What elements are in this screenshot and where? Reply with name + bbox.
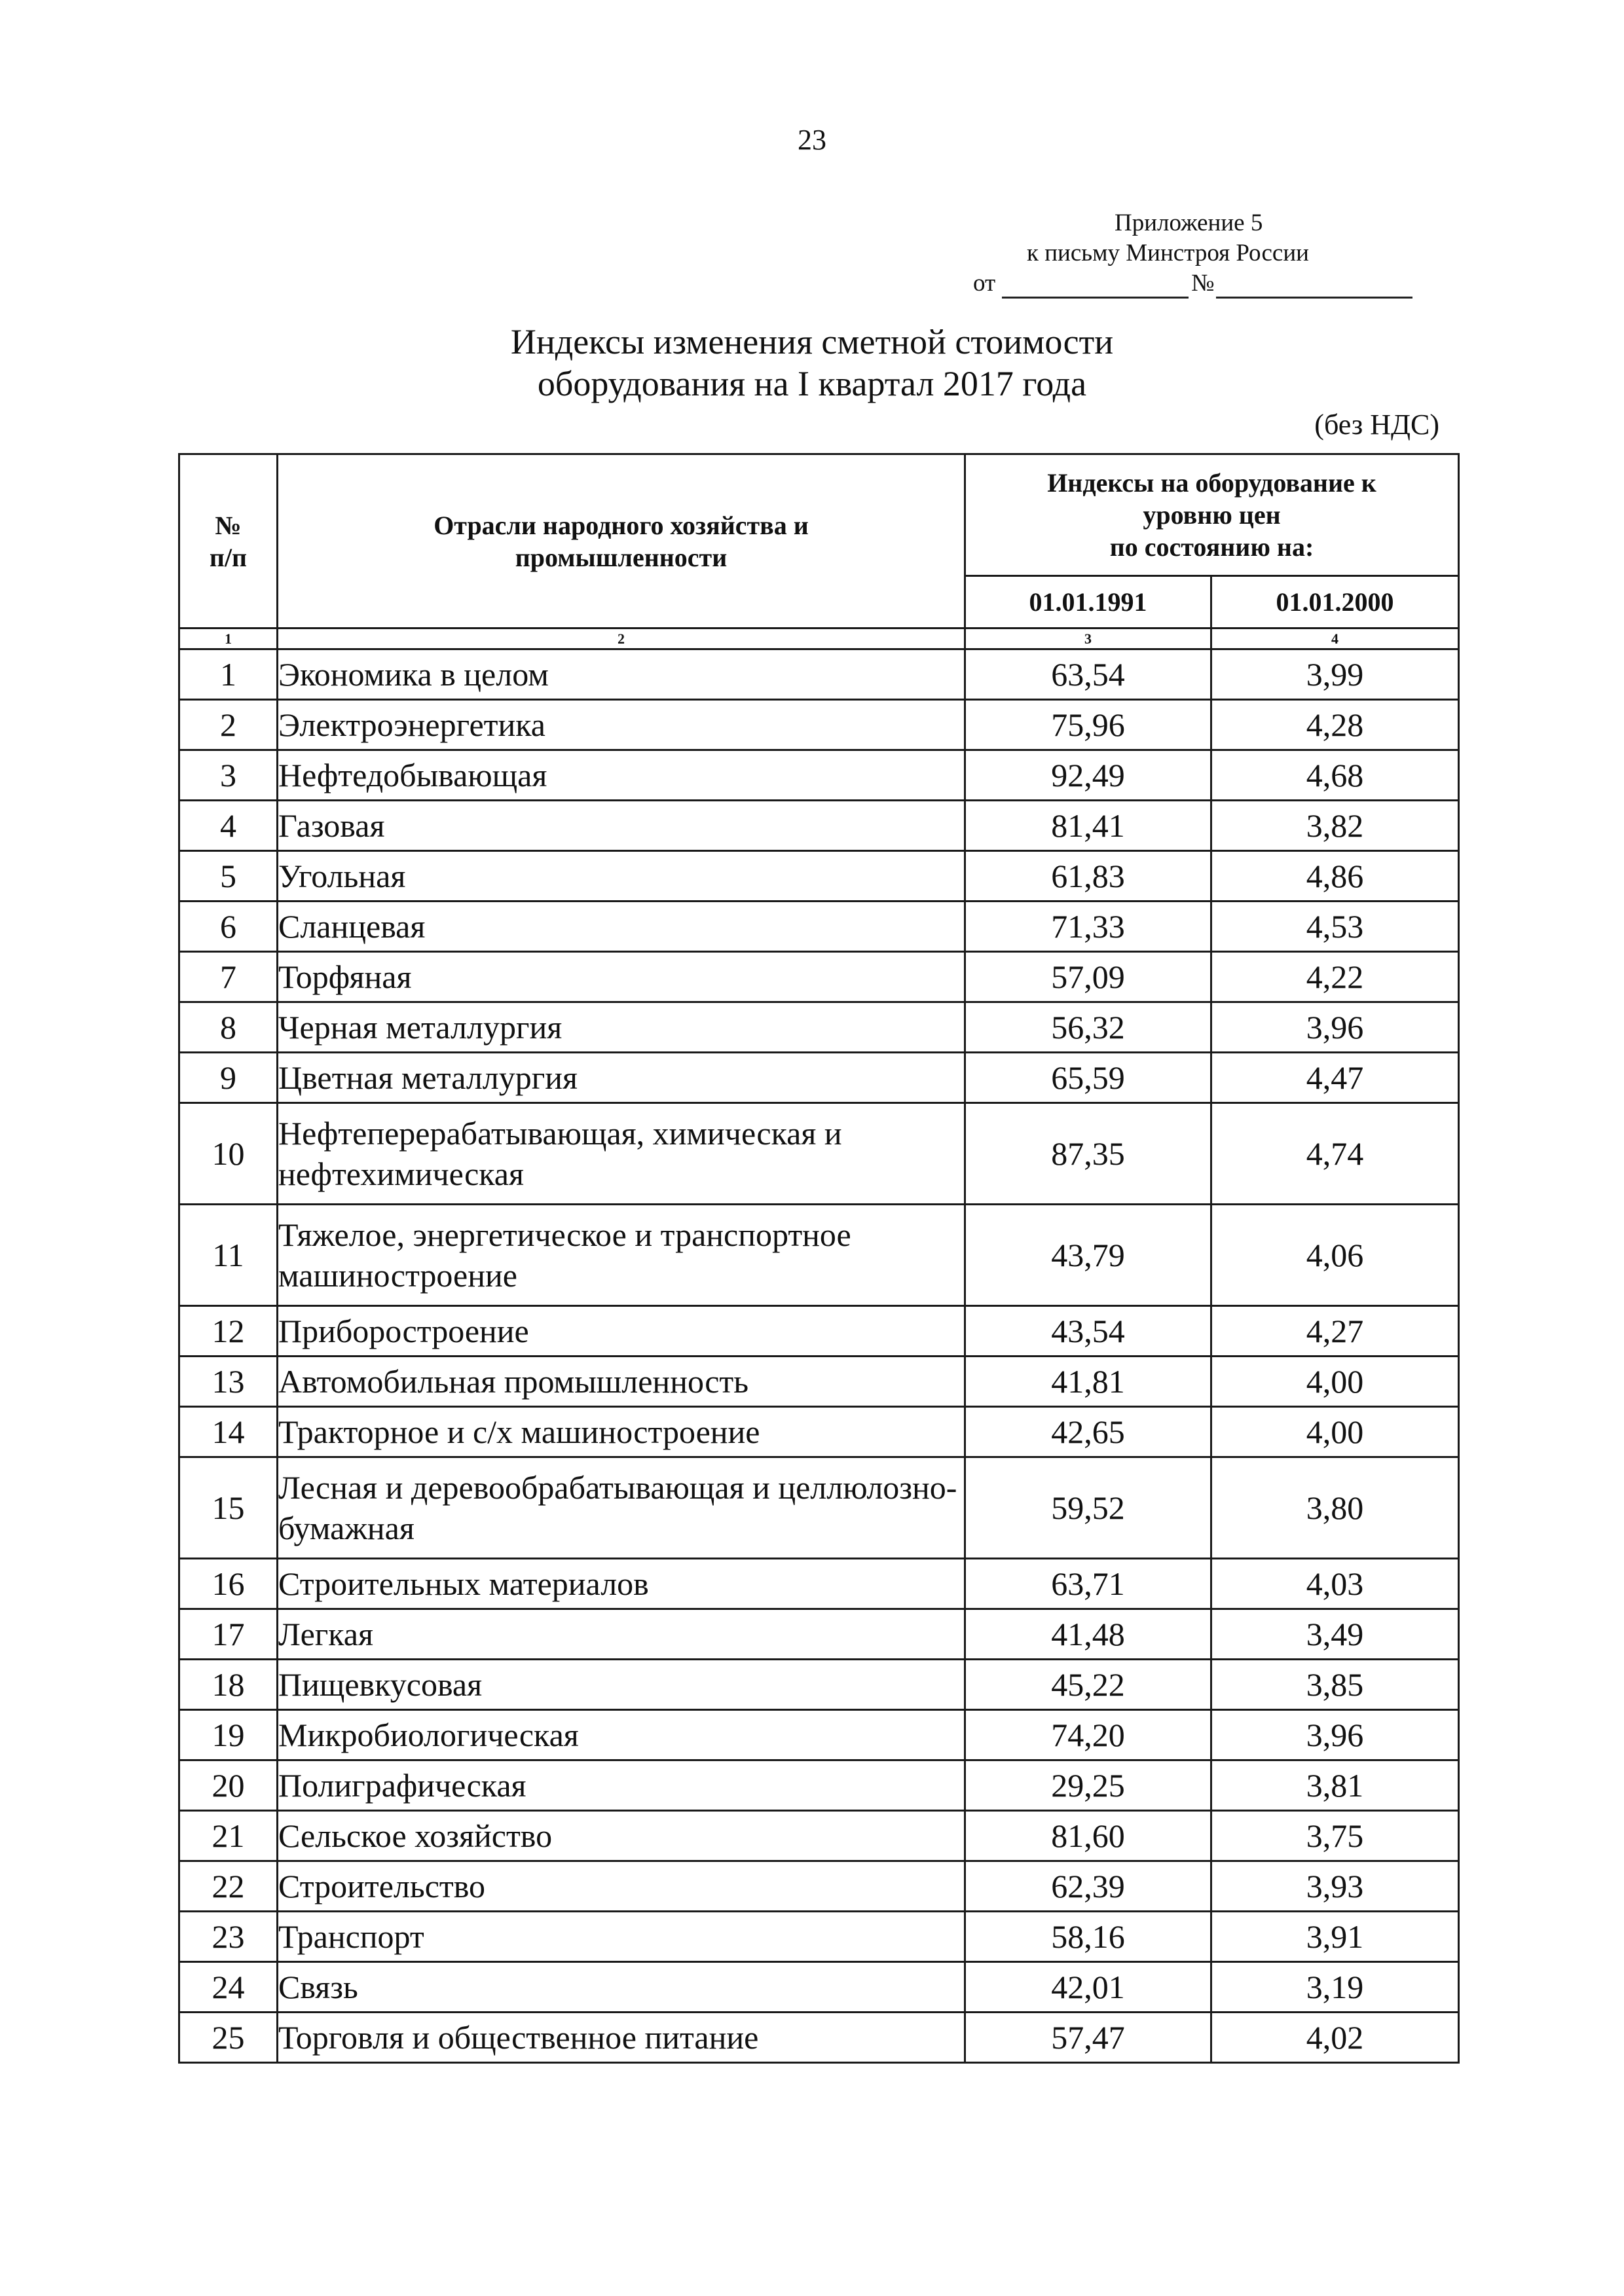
row-number: 23 (179, 1912, 278, 1962)
industry-name: Строительных материалов (278, 1559, 965, 1609)
table-row (179, 1811, 1459, 1861)
industry-name: Торговля и общественное питание (278, 2013, 965, 2063)
index-2000: 3,82 (1211, 801, 1459, 851)
table-row (179, 750, 1459, 801)
index-1991: 81,60 (965, 1811, 1211, 1861)
index-2000: 4,27 (1211, 1306, 1459, 1357)
header-number-pp: п/п (209, 542, 248, 572)
number-label: № (1191, 270, 1215, 297)
index-1991: 58,16 (965, 1912, 1211, 1962)
index-1991: 87,35 (965, 1103, 1211, 1205)
index-1991: 81,41 (965, 801, 1211, 851)
index-1991: 56,32 (965, 1002, 1211, 1053)
row-number: 7 (179, 952, 278, 1002)
index-1991: 59,52 (965, 1457, 1211, 1559)
column-number: 2 (278, 629, 965, 649)
annex-block (943, 208, 1414, 299)
index-2000: 4,06 (1211, 1205, 1459, 1306)
annex-title: Приложение 5 (1115, 210, 1263, 236)
industry-name: Приборостроение (278, 1306, 965, 1357)
index-2000: 4,53 (1211, 902, 1459, 952)
table-row (179, 1205, 1459, 1306)
index-2000: 3,81 (1211, 1760, 1459, 1811)
index-2000: 3,93 (1211, 1861, 1459, 1912)
header-group-line-2: уровню цен (1143, 500, 1281, 530)
table-row (179, 851, 1459, 902)
row-number: 22 (179, 1861, 278, 1912)
table-row (179, 1103, 1459, 1205)
column-number: 3 (965, 629, 1211, 649)
table-row (179, 1457, 1459, 1559)
table-row (179, 1912, 1459, 1962)
table-row (179, 700, 1459, 750)
document-title (0, 321, 1624, 405)
index-2000: 4,02 (1211, 2013, 1459, 2063)
index-1991: 42,65 (965, 1407, 1211, 1457)
table-row (179, 902, 1459, 952)
industry-name: Нефтедобывающая (278, 750, 965, 801)
index-1991: 74,20 (965, 1710, 1211, 1760)
row-number: 2 (179, 700, 278, 750)
index-2000: 3,80 (1211, 1457, 1459, 1559)
annex-letter-ref: к письму Минстроя России (1027, 240, 1309, 266)
column-number-row (179, 629, 1459, 649)
row-number: 20 (179, 1760, 278, 1811)
row-number: 12 (179, 1306, 278, 1357)
index-2000: 4,86 (1211, 851, 1459, 902)
index-2000: 4,74 (1211, 1103, 1459, 1205)
header-number-sign: № (215, 510, 242, 540)
industry-name: Экономика в целом (278, 649, 965, 700)
index-1991: 57,47 (965, 2013, 1211, 2063)
table-row (179, 2013, 1459, 2063)
column-number: 1 (179, 629, 278, 649)
row-number: 11 (179, 1205, 278, 1306)
header-row (179, 454, 1459, 576)
header-date-1991: 01.01.1991 (965, 576, 1211, 629)
row-number: 14 (179, 1407, 278, 1457)
index-2000: 3,96 (1211, 1002, 1459, 1053)
header-industry-line-2: промышленности (515, 542, 728, 572)
index-1991: 29,25 (965, 1760, 1211, 1811)
table-row (179, 1710, 1459, 1760)
index-2000: 3,19 (1211, 1962, 1459, 2013)
index-2000: 4,47 (1211, 1053, 1459, 1103)
row-number: 6 (179, 902, 278, 952)
industry-name: Черная металлургия (278, 1002, 965, 1053)
page-number: 23 (798, 124, 826, 156)
row-number: 9 (179, 1053, 278, 1103)
table-row (179, 1660, 1459, 1710)
industry-name: Легкая (278, 1609, 965, 1660)
industry-name: Нефтеперерабатывающая, химическая и нефтехимическая (278, 1103, 965, 1205)
table-row (179, 952, 1459, 1002)
index-2000: 3,85 (1211, 1660, 1459, 1710)
industry-name: Торфяная (278, 952, 965, 1002)
table-row (179, 1559, 1459, 1609)
industry-name: Сельское хозяйство (278, 1811, 965, 1861)
table-row (179, 1053, 1459, 1103)
index-1991: 41,81 (965, 1357, 1211, 1407)
index-2000: 3,99 (1211, 649, 1459, 700)
row-number: 16 (179, 1559, 278, 1609)
column-number: 4 (1211, 629, 1459, 649)
row-number: 18 (179, 1660, 278, 1710)
industry-name: Лесная и деревообрабатывающая и целлюлозно-бумажная (278, 1457, 965, 1559)
index-2000: 4,00 (1211, 1407, 1459, 1457)
header-number-col (179, 454, 278, 629)
header-date-2000: 01.01.2000 (1211, 576, 1459, 629)
header-index-group (965, 454, 1459, 576)
row-number: 13 (179, 1357, 278, 1407)
index-1991: 61,83 (965, 851, 1211, 902)
index-2000: 4,28 (1211, 700, 1459, 750)
industry-name: Тяжелое, энергетическое и транспортное машиностроение (278, 1205, 965, 1306)
index-1991: 71,33 (965, 902, 1211, 952)
index-2000: 3,75 (1211, 1811, 1459, 1861)
title-line-1: Индексы изменения сметной стоимости (510, 322, 1114, 361)
index-2000: 4,03 (1211, 1559, 1459, 1609)
industry-name: Транспорт (278, 1912, 965, 1962)
index-1991: 57,09 (965, 952, 1211, 1002)
from-label: от (973, 270, 996, 297)
industry-name: Электроэнергетика (278, 700, 965, 750)
row-number: 4 (179, 801, 278, 851)
table-row (179, 649, 1459, 700)
header-industry-line-1: Отрасли народного хозяйства и (434, 510, 809, 540)
table-row (179, 1407, 1459, 1457)
index-2000: 3,91 (1211, 1912, 1459, 1962)
industry-name: Полиграфическая (278, 1760, 965, 1811)
index-2000: 4,22 (1211, 952, 1459, 1002)
row-number: 10 (179, 1103, 278, 1205)
industry-name: Микробиологическая (278, 1710, 965, 1760)
annex-date-number-line (943, 268, 1414, 299)
index-1991: 43,79 (965, 1205, 1211, 1306)
date-blank (1002, 274, 1189, 299)
index-2000: 3,96 (1211, 1710, 1459, 1760)
table-row (179, 1760, 1459, 1811)
index-1991: 75,96 (965, 700, 1211, 750)
row-number: 15 (179, 1457, 278, 1559)
industry-name: Тракторное и с/х машиностроение (278, 1407, 965, 1457)
title-line-2: оборудования на I квартал 2017 года (537, 364, 1087, 403)
row-number: 17 (179, 1609, 278, 1660)
row-number: 19 (179, 1710, 278, 1760)
table-row (179, 1002, 1459, 1053)
index-2000: 4,68 (1211, 750, 1459, 801)
index-1991: 62,39 (965, 1861, 1211, 1912)
table-row (179, 1357, 1459, 1407)
index-1991: 63,71 (965, 1559, 1211, 1609)
index-1991: 65,59 (965, 1053, 1211, 1103)
index-1991: 45,22 (965, 1660, 1211, 1710)
row-number: 1 (179, 649, 278, 700)
index-1991: 41,48 (965, 1609, 1211, 1660)
industry-name: Строительство (278, 1861, 965, 1912)
index-1991: 43,54 (965, 1306, 1211, 1357)
industry-name: Цветная металлургия (278, 1053, 965, 1103)
number-blank (1216, 274, 1412, 299)
header-industry-col (278, 454, 965, 629)
row-number: 24 (179, 1962, 278, 2013)
industry-name: Угольная (278, 851, 965, 902)
industry-name: Газовая (278, 801, 965, 851)
row-number: 21 (179, 1811, 278, 1861)
vat-note: (без НДС) (1314, 409, 1439, 441)
row-number: 5 (179, 851, 278, 902)
row-number: 25 (179, 2013, 278, 2063)
row-number: 8 (179, 1002, 278, 1053)
index-2000: 4,00 (1211, 1357, 1459, 1407)
table-row (179, 1306, 1459, 1357)
table-row (179, 801, 1459, 851)
index-1991: 92,49 (965, 750, 1211, 801)
row-number: 3 (179, 750, 278, 801)
table-row (179, 1861, 1459, 1912)
industry-name: Пищевкусовая (278, 1660, 965, 1710)
table-row (179, 1962, 1459, 2013)
table-row (179, 1609, 1459, 1660)
industry-name: Сланцевая (278, 902, 965, 952)
header-group-line-3: по состоянию на: (1109, 532, 1314, 562)
industry-name: Автомобильная промышленность (278, 1357, 965, 1407)
table-body (179, 649, 1459, 2063)
index-2000: 3,49 (1211, 1609, 1459, 1660)
header-group-line-1: Индексы на оборудование к (1047, 468, 1376, 498)
index-table (178, 453, 1460, 2064)
index-1991: 42,01 (965, 1962, 1211, 2013)
industry-name: Связь (278, 1962, 965, 2013)
index-1991: 63,54 (965, 649, 1211, 700)
